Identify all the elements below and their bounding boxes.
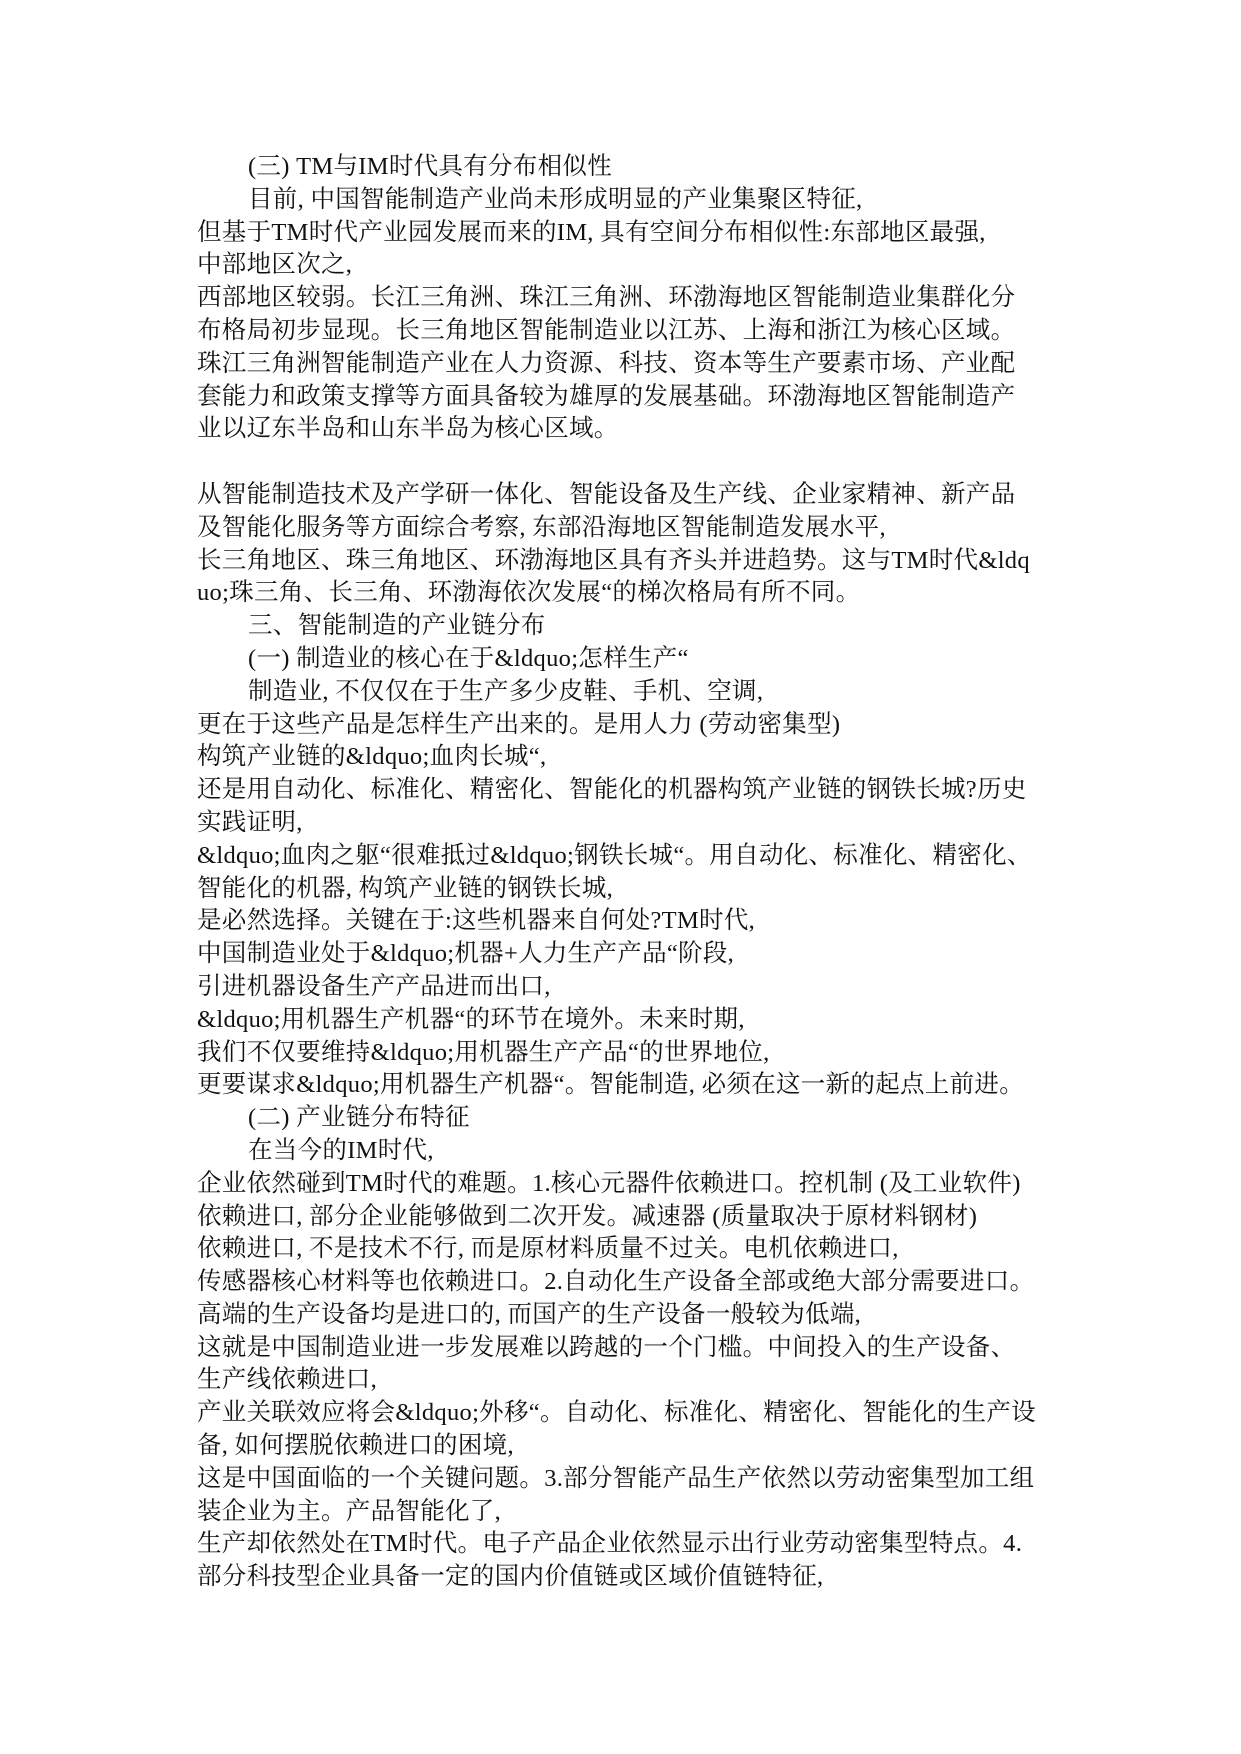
text-line: 企业依然碰到TM时代的难题。1.核心元器件依赖进口。控机制 (及工业软件): [197, 1169, 1021, 1197]
document-body: [197, 151, 1057, 1594]
text-line: 更在于这些产品是怎样生产出来的。是用人力 (劳动密集型): [197, 710, 841, 738]
text-line: 套能力和政策支撑等方面具备较为雄厚的发展基础。环渤海地区智能制造产: [197, 382, 1016, 410]
text-line: &ldquo;用机器生产机器“的环节在境外。未来时期,: [197, 1005, 745, 1033]
text-line: 但基于TM时代产业园发展而来的IM, 具有空间分布相似性:东部地区最强,: [197, 218, 986, 246]
text-line: 三、智能制造的产业链分布: [248, 612, 546, 640]
text-line: 目前, 中国智能制造产业尚未形成明显的产业集聚区特征,: [248, 185, 863, 213]
text-line: 业以辽东半岛和山东半岛为核心区域。: [197, 415, 619, 443]
text-line: 部分科技型企业具备一定的国内价值链或区域价值链特征,: [197, 1563, 824, 1591]
text-line: 这就是中国制造业进一步发展难以跨越的一个门槛。中间投入的生产设备、: [197, 1333, 1016, 1361]
text-line: 依赖进口, 部分企业能够做到二次开发。减速器 (质量取决于原材料钢材): [197, 1202, 978, 1230]
text-line: 备, 如何摆脱依赖进口的困境,: [197, 1432, 514, 1460]
text-line: 依赖进口, 不是技术不行, 而是原材料质量不过关。电机依赖进口,: [197, 1235, 899, 1263]
text-line: 构筑产业链的&ldquo;血肉长城“,: [197, 743, 547, 771]
text-line: uo;珠三角、长三角、环渤海依次发展“的梯次格局有所不同。: [197, 579, 861, 607]
text-line: 实践证明,: [197, 808, 303, 836]
text-line: 西部地区较弱。长江三角洲、珠江三角洲、环渤海地区智能制造业集群化分: [197, 284, 1016, 312]
text-line: &ldquo;血肉之躯“很难抵过&ldquo;钢铁长城“。用自动化、标准化、精密化、: [197, 841, 1032, 869]
text-line: 制造业, 不仅仅在于生产多少皮鞋、手机、空调,: [248, 677, 764, 705]
text-line: 及智能化服务等方面综合考察, 东部沿海地区智能制造发展水平,: [197, 513, 886, 541]
blank-line: [197, 446, 1057, 479]
text-line: 装企业为主。产品智能化了,: [197, 1497, 502, 1525]
text-line: 引进机器设备生产产品进而出口,: [197, 972, 551, 1000]
text-line: 传感器核心材料等也依赖进口。2.自动化生产设备全部或绝大部分需要进口。: [197, 1268, 1035, 1296]
text-line: 布格局初步显现。长三角地区智能制造业以江苏、上海和浙江为核心区域。: [197, 316, 1016, 344]
text-line: (二) 产业链分布特征: [248, 1104, 470, 1132]
text-line: 高端的生产设备均是进口的, 而国产的生产设备一般较为低端,: [197, 1300, 862, 1328]
text-line: 还是用自动化、标准化、精密化、智能化的机器构筑产业链的钢铁长城?历史: [197, 776, 1027, 804]
text-line: 这是中国面临的一个关键问题。3.部分智能产品生产依然以劳动密集型加工组: [197, 1464, 1035, 1492]
text-line: (一) 制造业的核心在于&ldquo;怎样生产“: [248, 644, 689, 672]
text-line: 在当今的IM时代,: [248, 1136, 434, 1164]
text-line: 中部地区次之,: [197, 251, 353, 279]
text-line: 中国制造业处于&ldquo;机器+人力生产产品“阶段,: [197, 940, 735, 968]
text-line: 生产却依然处在TM时代。电子产品企业依然显示出行业劳动密集型特点。4.: [197, 1530, 1023, 1558]
text-line: 更要谋求&ldquo;用机器生产机器“。智能制造, 必须在这一新的起点上前进。: [197, 1071, 1024, 1099]
text-line: 产业关联效应将会&ldquo;外移“。自动化、标准化、精密化、智能化的生产设: [197, 1399, 1036, 1427]
text-line: 我们不仅要维持&ldquo;用机器生产产品“的世界地位,: [197, 1038, 770, 1066]
text-line: 从智能制造技术及产学研一体化、智能设备及生产线、企业家精神、新产品: [197, 480, 1016, 508]
text-line: 长三角地区、珠三角地区、环渤海地区具有齐头并进趋势。这与TM时代&ldq: [197, 546, 1030, 574]
text-line: (三) TM与IM时代具有分布相似性: [248, 153, 613, 180]
text-line: 智能化的机器, 构筑产业链的钢铁长城,: [197, 874, 614, 902]
text-line: 珠江三角洲智能制造产业在人力资源、科技、资本等生产要素市场、产业配: [197, 349, 1016, 377]
text-line: 是必然选择。关键在于:这些机器来自何处?TM时代,: [197, 907, 756, 935]
text-line: 生产线依赖进口,: [197, 1366, 378, 1394]
